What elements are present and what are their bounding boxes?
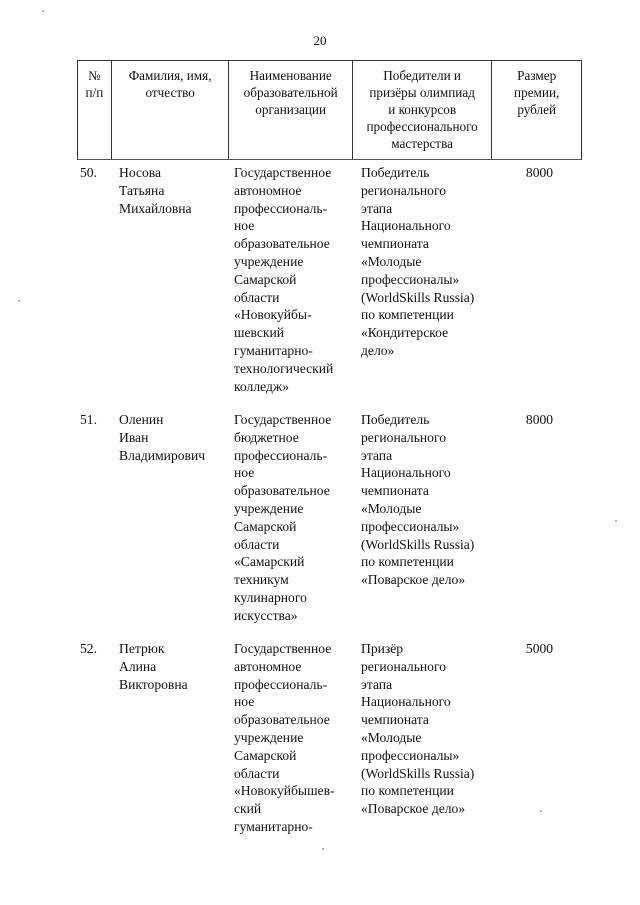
header-number: № п/п	[78, 61, 112, 159]
row-full-name: Петрюк Алина Викторовна	[119, 641, 188, 692]
header-full-name: Фамилия, имя, отчество	[112, 61, 230, 159]
table-row	[77, 164, 582, 395]
scan-speck	[540, 810, 542, 812]
row-organization: Государственное автономное профессиональ- ное образовательное учреждение Самарской области «Новокуйбы- шевский гуманитарно- технологический колледж»	[234, 165, 334, 394]
table-row	[77, 640, 582, 836]
row-organization: Государственное автономное профессиональ- ное образовательное учреждение Самарской области «Новокуйбышев- ский гуманитарно-	[234, 641, 335, 834]
table-header	[77, 60, 582, 160]
scan-speck	[615, 520, 617, 522]
row-award: Победитель регионального этапа Национального чемпионата «Молодые профессионалы» (WorldSkills Russia) по компетенции «Поварское дело»	[361, 412, 475, 588]
header-winners: Победители и призёры олимпиад и конкурсов профессионального мастерства	[353, 61, 492, 159]
scan-speck	[42, 10, 44, 12]
row-number: 50.	[80, 165, 97, 180]
row-number: 51.	[80, 412, 97, 427]
row-prize: 8000	[525, 412, 554, 427]
row-number: 52.	[80, 641, 97, 656]
scan-speck	[322, 848, 324, 850]
row-full-name: Оленин Иван Владимирович	[119, 412, 206, 463]
page-number: 20	[313, 33, 327, 48]
row-full-name: Носова Татьяна Михайловна	[119, 165, 192, 216]
row-award: Победитель регионального этапа Национального чемпионата «Молодые профессионалы» (WorldSkills Russia) по компетенции «Кондитерское дело»	[361, 165, 475, 358]
header-organization: Наименование образовательной организации	[229, 61, 353, 159]
row-prize: 8000	[525, 165, 554, 180]
table-row	[77, 411, 582, 625]
row-award: Призёр регионального этапа Национального чемпионата «Молодые профессионалы» (WorldSkills Russia) по компетенции «Поварское дело»	[361, 641, 475, 817]
row-organization: Государственное бюджетное профессиональ- ное образовательное учреждение Самарской области «Самарский техникум кулинарного искусства»	[234, 412, 332, 623]
scan-speck	[18, 300, 20, 302]
header-prize: Размер премии, рублей	[514, 68, 560, 117]
row-prize: 5000	[525, 641, 554, 656]
